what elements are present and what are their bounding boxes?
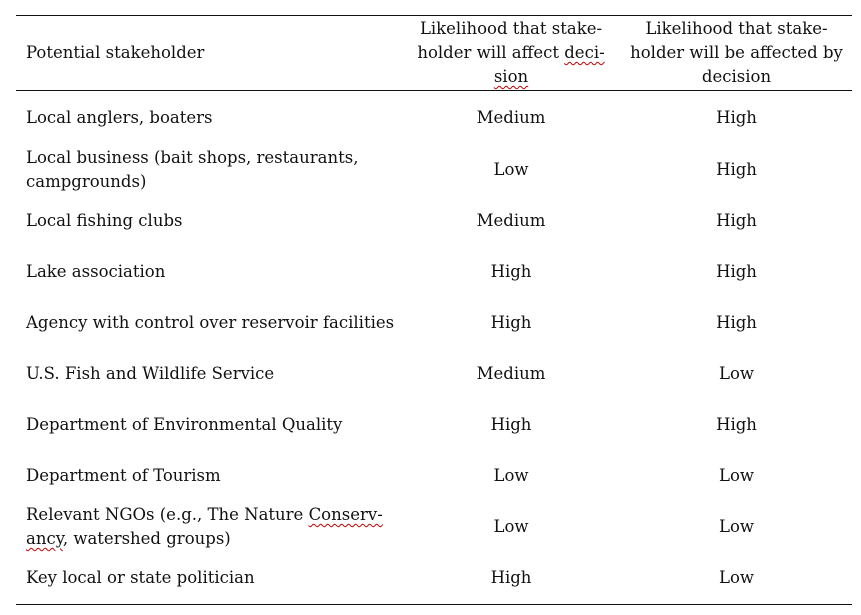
stakeholder-name-part: , watershed groups) (62, 529, 231, 548)
header-affect-line-2 (401, 41, 621, 65)
table-header (16, 16, 852, 91)
stakeholder-table-container (16, 15, 852, 605)
affect-likelihood: High (490, 568, 532, 588)
stakeholder-name-line (26, 527, 401, 551)
stakeholder-name: Local fishing clubs (26, 211, 183, 230)
header-row (16, 16, 852, 91)
header-affected-by-decision (621, 16, 852, 91)
affect-likelihood: Low (493, 160, 529, 179)
header-affect-decision (401, 16, 621, 91)
affect-likelihood: High (490, 313, 532, 332)
affect-likelihood: Low (493, 466, 529, 485)
affected-likelihood: Low (718, 364, 754, 383)
table-row (16, 196, 852, 247)
header-affect-line-3 (401, 65, 621, 89)
affect-likelihood: High (490, 415, 532, 434)
table-row (16, 247, 852, 298)
affected-likelihood: High (716, 160, 757, 179)
stakeholder-name: Lake association (26, 262, 166, 281)
table-body (16, 91, 852, 605)
table-row (16, 502, 852, 553)
affect-likelihood: Medium (476, 364, 546, 383)
stakeholder-name: Local anglers, boaters (26, 107, 213, 127)
spelling-flag: ancy (26, 529, 63, 548)
header-affected-line-1: Likelihood that stake- (645, 19, 828, 38)
stakeholder-name: Agency with control over reservoir facilities (26, 313, 395, 332)
stakeholder-name (16, 502, 401, 553)
affect-likelihood: Medium (476, 107, 546, 127)
header-stakeholder: Potential stakeholder (26, 43, 205, 62)
table-row (16, 91, 852, 145)
header-affected-line-2: holder will be affected by (630, 43, 843, 62)
stakeholder-name-part: Relevant NGOs (e.g., The Nature (26, 505, 309, 524)
affected-likelihood: High (716, 107, 757, 127)
affected-likelihood: High (716, 262, 757, 281)
affect-likelihood: Low (493, 517, 529, 536)
stakeholder-name: Key local or state politician (26, 568, 255, 588)
affect-likelihood: High (490, 262, 532, 281)
header-affect-line-2a: holder will affect (417, 43, 565, 62)
table-row (16, 298, 852, 349)
stakeholder-table (16, 15, 852, 605)
stakeholder-name (16, 145, 401, 196)
stakeholder-name-line: campgrounds) (26, 172, 147, 191)
table-row (16, 451, 852, 502)
spelling-flag: sion (493, 67, 529, 86)
affected-likelihood: High (716, 211, 757, 230)
affect-likelihood: Medium (476, 211, 546, 230)
table-row (16, 400, 852, 451)
affected-likelihood: Low (718, 466, 754, 485)
stakeholder-name-line (26, 503, 401, 527)
stakeholder-name: Department of Environmental Quality (26, 415, 343, 434)
table-row (16, 553, 852, 605)
header-affected-line-3: decision (701, 67, 772, 86)
affected-likelihood: High (716, 415, 757, 434)
spelling-flag: Conserv- (308, 505, 383, 524)
stakeholder-name-line: Local business (bait shops, restaurants, (26, 148, 359, 167)
affected-likelihood: High (716, 313, 757, 332)
stakeholder-name: U.S. Fish and Wildlife Service (26, 364, 275, 383)
header-affect-line-1: Likelihood that stake- (419, 19, 603, 38)
spelling-flag: deci- (564, 43, 605, 62)
affected-likelihood: Low (718, 568, 754, 588)
affected-likelihood: Low (718, 517, 754, 536)
stakeholder-name: Department of Tourism (26, 466, 221, 485)
table-row (16, 145, 852, 196)
table-row (16, 349, 852, 400)
